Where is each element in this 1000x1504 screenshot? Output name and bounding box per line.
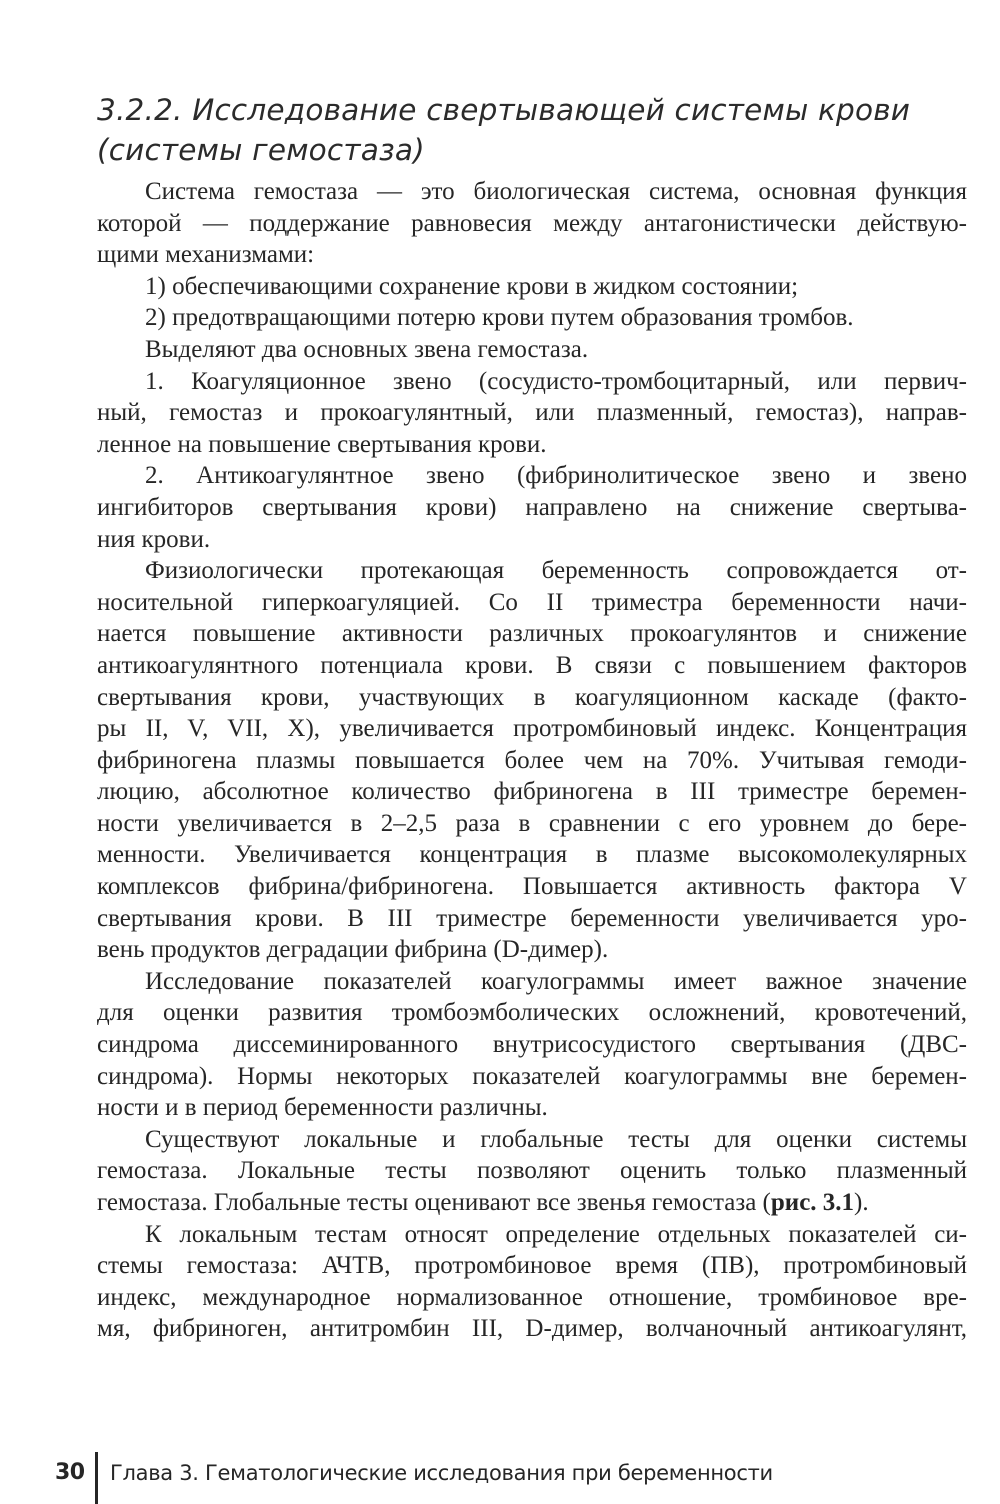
text-line: ингибиторов свертывания крови) направлено на снижение свертыва- <box>97 493 967 521</box>
text-line: ный, гемостаз и прокоагулянтный, или плазменный, гемостаз), направ- <box>97 399 967 427</box>
footer-divider <box>95 1452 98 1504</box>
text-line: 2. Антикоагулянтное звено (фибринолитическое звено и звено <box>145 462 967 490</box>
text-line: фибриногена плазмы повышается более чем на 70%. Учитывая гемоди- <box>97 746 967 774</box>
text-line: люцию, абсолютное количество фибриногена в III триместре беремен- <box>97 778 967 806</box>
text-line: свертывания крови. В III триместре беременности увеличивается уро- <box>97 904 967 932</box>
body-text <box>97 176 967 1345</box>
text-line: 2) предотвращающими потерю крови путем образования тромбов. <box>145 304 854 332</box>
text-line: стемы гемостаза: АЧТВ, протромбиновое время (ПВ), протромбиновый <box>97 1252 967 1280</box>
text-line: Выделяют два основных звена гемостаза. <box>145 335 589 363</box>
text-line: антикоагулянтного потенциала крови. В связи с повышением факторов <box>97 651 967 679</box>
text-line: ности увеличивается в 2–2,5 раза в сравнении с его уровнем до бере- <box>97 809 967 837</box>
section-heading-line: 3.2.2. Исследование свертывающей системы крови <box>97 93 911 127</box>
text-line: 1) обеспечивающими сохранение крови в жидком состоянии; <box>145 272 799 300</box>
figure-reference: рис. 3.1 <box>770 1189 855 1216</box>
text-line: Исследование показателей коагулограммы имеет важное значение <box>145 967 967 995</box>
text-line <box>97 1187 967 1219</box>
text-line: которой — поддержание равновесия между антагонистически действую- <box>97 209 967 237</box>
text-line: менности. Увеличивается концентрация в плазме высокомолекулярных <box>97 841 967 869</box>
section-heading-line: (системы гемостаза) <box>97 133 425 167</box>
text-line: ры II, V, VII, X), увеличивается протромбиновый индекс. Концентрация <box>97 715 967 743</box>
text-line: Система гемостаза — это биологическая система, основная функция <box>145 178 967 205</box>
text-line: 1. Коагуляционное звено (сосудисто-тромбоцитарный, или первич- <box>145 367 967 395</box>
text-line: ния крови. <box>97 525 211 553</box>
text-run: гемостаза. Глобальные тесты оценивают все звенья гемостаза ( <box>97 1189 771 1216</box>
body-lines <box>97 176 967 1187</box>
text-line: К локальным тестам относят определение отдельных показателей си- <box>145 1220 967 1248</box>
text-line: ленное на повышение свертывания крови. <box>97 430 547 458</box>
text-line: Существуют локальные и глобальные тесты для оценки системы <box>145 1125 967 1153</box>
text-line: нается повышение активности различных прокоагулянтов и снижение <box>97 620 967 648</box>
text-run: ). <box>854 1189 869 1216</box>
text-line: синдрома диссеминированного внутрисосудистого свертывания (ДВС- <box>97 1031 967 1059</box>
text-line: вень продуктов деградации фибрина (D-димер). <box>97 936 609 964</box>
text-line: гемостаза. Локальные тесты позволяют оценить только плазменный <box>97 1157 967 1185</box>
text-line: Физиологически протекающая беременность сопровождается от- <box>145 557 967 585</box>
text-line: свертывания крови, участвующих в коагуляционном каскаде (факто- <box>97 683 967 711</box>
text-line: комплексов фибрина/фибриногена. Повышается активность фактора V <box>97 873 967 901</box>
section-heading <box>97 90 957 170</box>
text-line: синдрома). Нормы некоторых показателей коагулограммы вне беремен- <box>97 1062 967 1090</box>
text-line: индекс, международное нормализованное отношение, тромбиновое вре- <box>97 1283 967 1311</box>
running-chapter-title: Глава 3. Гематологические исследования при беременности <box>110 1461 773 1485</box>
text-line: носительной гиперкоагуляцией. Со II триместра беременности начи- <box>97 588 967 616</box>
text-line: для оценки развития тромбоэмболических осложнений, кровотечений, <box>97 999 967 1027</box>
text-line: щими механизмами: <box>97 241 315 269</box>
page-number: 30 <box>55 1460 85 1485</box>
body-lines <box>97 1219 967 1345</box>
text-line: мя, фибриноген, антитромбин III, D-димер, волчаночный антикоагулянт, <box>97 1315 967 1343</box>
text-line: ности и в период беременности различны. <box>97 1094 548 1122</box>
